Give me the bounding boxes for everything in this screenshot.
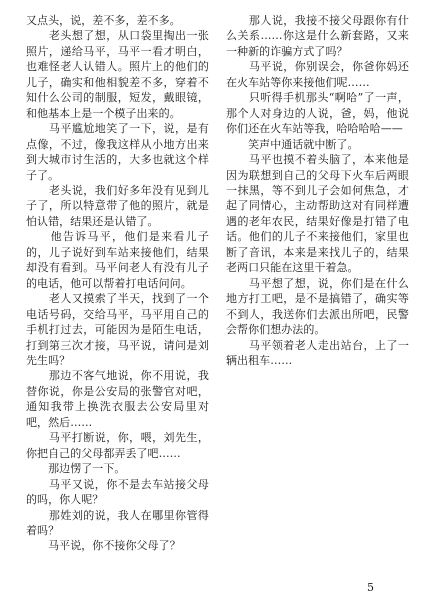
paragraph: 那边愣了一下。 bbox=[26, 462, 126, 476]
paragraph: 马平想了想，说，你们是在什么地方打工吧，是不是搞错了，确实等不到人，我送你们去派出所吧，民警会帮你们想办法的。 bbox=[226, 276, 409, 337]
paragraph: 又点头，说，差不多，差不多。 bbox=[26, 14, 181, 27]
paragraph: 马平又说，你不是去车站接父母的吗，你人呢？ bbox=[26, 477, 209, 507]
paragraph: 马平领着老人走出站台，上了一辆出租车…… bbox=[226, 338, 409, 367]
paragraph: 老人又摸索了半天，找到了一个电话号码，交给马平，马平用自己的手机打过去，可能因为是陌生电话，打到第三次才接，马平说，请问是刘先生吗？ bbox=[26, 292, 209, 367]
paragraph: 那人说，我接不接父母跟你有什么关系……你这是什么新套路，又来一种新的诈骗方式了吗？ bbox=[226, 14, 409, 58]
text-column-left bbox=[26, 13, 209, 554]
paragraph: 那姓刘的说，我人在哪里你管得着吗？ bbox=[26, 508, 209, 537]
paragraph: 老头说，我们好多年没有见到儿子了，所以特意带了他的照片，就是怕认错，结果还是认错了。 bbox=[26, 183, 209, 228]
paragraph: 他告诉马平，他们是来看儿子的，儿子说好到车站来接他们，结果却没有看到。马平问老人有没有儿子的电话，他可以帮着打电话问问。 bbox=[26, 230, 209, 290]
paragraph: 只听得手机那头“啊哈”了一声，那个人对身边的人说，爸，妈，他说你们还在火车站等我，哈哈哈哈—— bbox=[226, 91, 409, 136]
paragraph: 马平打断说，你，喂，刘先生，你把自己的父母都弄丢了吧…… bbox=[26, 431, 209, 460]
paragraph: 马平说，你不接你父母了？ bbox=[26, 539, 181, 553]
paragraph: 马平尴尬地笑了一下，说，是有点像，不过，像我这样从小地方出来到大城市讨生活的，大多也就这个样子了。 bbox=[26, 122, 209, 182]
paragraph: 笑声中通话就中断了。 bbox=[226, 137, 359, 151]
paragraph: 那边不客气地说，你不用说，我替你说，你是公安局的张警官对吧，通知我带上换洗衣服去公安局里对吧，然后…… bbox=[26, 369, 209, 429]
paragraph: 马平也摸不着头脑了，本来他是因为联想到自己的父母下火车后两眼一抹黑，等不到儿子会如何焦急，才起了同情心，主动帮助这对有同样遭遇的老年农民，结果好像是打错了电话。他们的儿子不来接他们，家里也断了音讯，本来是来找儿子的，结果老两口只能在这里干着急。 bbox=[226, 153, 409, 275]
text-column-right bbox=[226, 13, 409, 368]
page-number: 5 bbox=[367, 581, 374, 594]
paragraph: 老头想了想，从口袋里掏出一张照片，递给马平，马平一看才明白，也难怪老人认错人。照片上的他们的儿子，确实和他相貌差不多，穿着不知什么公司的制服，短发，戴眼镜，和他基本上是一个模子出来的。 bbox=[26, 29, 209, 120]
paragraph: 马平说，你别误会，你爸你妈还在火车站等你来接他们呢…… bbox=[226, 60, 409, 89]
